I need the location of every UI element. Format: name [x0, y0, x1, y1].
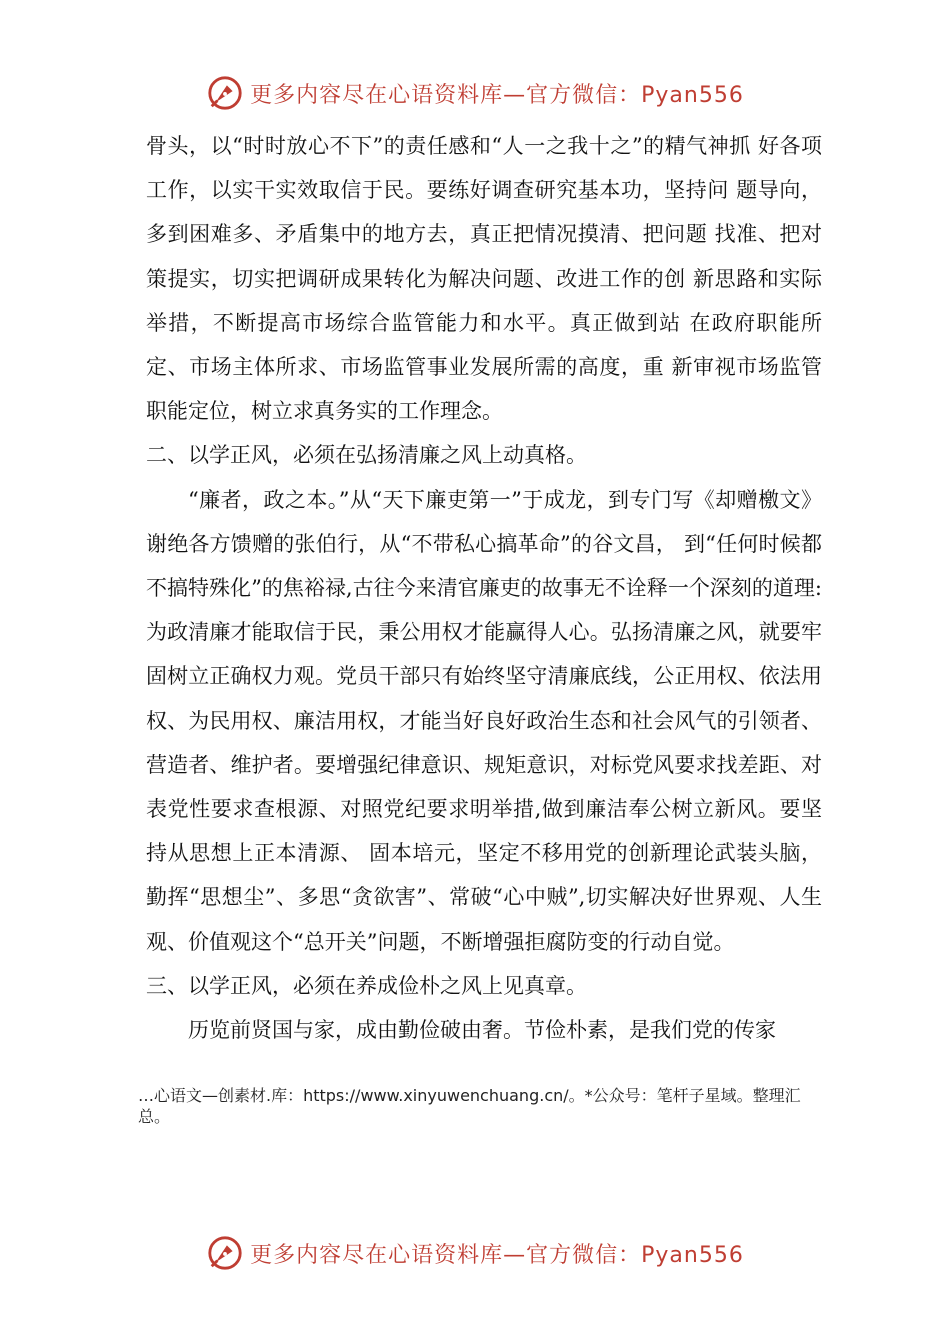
header-banner-text: 更多内容尽在心语资料库—官方微信：Pyan556 — [250, 82, 744, 108]
footer-banner — [0, 1228, 950, 1278]
pen-nib-logo-icon — [206, 74, 244, 112]
paragraph: 历览前贤国与家，成由勤俭破由奢。节俭朴素，是我们党的传家 — [188, 1018, 776, 1043]
header-banner — [0, 68, 950, 118]
section-heading: 二、以学正风，必须在弘扬清廉之风上动真格。 — [146, 443, 587, 468]
footer-banner-text: 更多内容尽在心语资料库—官方微信：Pyan556 — [250, 1242, 744, 1268]
section-heading: 三、以学正风，必须在养成俭朴之风上见真章。 — [146, 973, 587, 998]
footnote: …心语文—创素材.库：https://www.xinyuwenchuang.cn/。*公众号：笔杆子星域。整理汇总。 — [138, 1086, 801, 1126]
document-body — [146, 124, 822, 1052]
paragraph: “廉者，政之本。”从“天下廉吏第一”于成龙，到专门写《却赠檄文》谢绝各方馈赠的张伯行，从“不带私心搞革命”的谷文昌， 到“任何时候都不搞特殊化”的焦裕禄,古往今来清官廉吏的故事无不诠释一个深刻的道理:为政清廉才能取信于民，秉公用权才能赢得人心。弘扬清廉之风，就要牢固树立正确权力观。党员干部只有始终坚守清廉底线，公正用权、依法用权、为民用权、廉洁用权，才能当好良好政治生态和社会风气的引领者、营造者、维护者。要增强纪律意识、规矩意识，对标党风要求找差距、对表党性要求查根源、对照党纪要求明举措,做到廉洁奉公树立新风。要坚持从思想上正本清源、 固本培元，坚定不移用党的创新理论武装头脑，勤挥“思想尘”、多思“贪欲害”、常破“心中贼”,切实解决好世界观、人生观、价值观这个“总开关”问题，不断增强拒腐防变的行动自觉。 — [146, 487, 822, 954]
pen-nib-logo-icon — [206, 1234, 244, 1272]
paragraph: 骨头，以“时时放心不下”的责任感和“人一之我十之”的精气神抓 好各项工作，以实干实效取信于民。要练好调查研究基本功，坚持问 题导向，多到困难多、矛盾集中的地方去，真正把情况摸清、把问题 找准、把对策提实，切实把调研成果转化为解决问题、改进工作的创 新思路和实际举措，不断提高市场综合监管能力和水平。真正做到站 在政府职能所定、市场主体所求、市场监管事业发展所需的高度，重 新审视市场监管职能定位，树立求真务实的工作理念。 — [146, 134, 822, 424]
